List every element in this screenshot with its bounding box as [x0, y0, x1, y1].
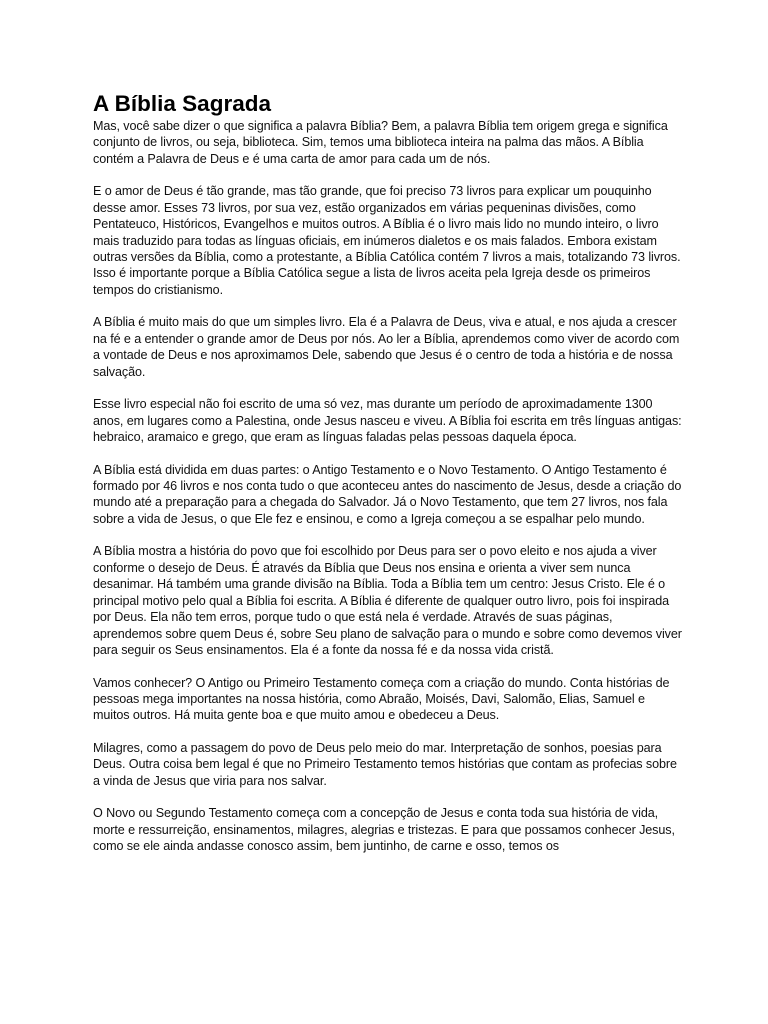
paragraph-4: Esse livro especial não foi escrito de uma só vez, mas durante um período de aproximadamente 1300 anos, em lugares como a Palestina, onde Jesus nasceu e viveu. A Bíblia foi escrita em três línguas antigas: hebraico, aramaico e grego, que eram as línguas faladas pelas pessoas daquela época.: [93, 397, 682, 445]
paragraph-6: A Bíblia mostra a história do povo que foi escolhido por Deus para ser o povo eleito e nos ajuda a viver conforme o desejo de Deus. É através da Bíblia que Deus nos ensina e orienta a viver sem nunca desanimar. Há também uma grande divisão na Bíblia. Toda a Bíblia tem um centro: Jesus Cristo. Ele é o principal motivo pelo qual a Bíblia foi escrita. A Bíblia é diferente de qualquer outro livro, pois foi inspirada por Deus. Ela não tem erros, porque tudo o que está nela é verdade. Através de suas páginas, aprendemos sobre quem Deus é, sobre Seu plano de salvação para o mundo e sobre como devemos viver para seguir os Seus ensinamentos. Ela é a fonte da nossa fé e da nossa vida cristã.: [93, 544, 682, 657]
document-title: A Bíblia Sagrada: [93, 91, 271, 116]
paragraph-1: Mas, você sabe dizer o que significa a palavra Bíblia? Bem, a palavra Bíblia tem origem grega e significa conjunto de livros, ou seja, biblioteca. Sim, temos uma biblioteca inteira na palma das mãos. A Bíblia contém a Palavra de Deus e é uma carta de amor para cada um de nós.: [93, 119, 668, 166]
paragraph-2: E o amor de Deus é tão grande, mas tão grande, que foi preciso 73 livros para explicar um pouquinho desse amor. Esses 73 livros, por sua vez, estão organizados em várias pequeninas divisões, como Pentateuco, Históricos, Evangelhos e muitos outros. A Bíblia é o livro mais lido no mundo inteiro, o livro mais traduzido para todas as línguas oficiais, em inúmeros dialetos e os mais falados. Embora existam outras versões da Bíblia, como a protestante, a Bíblia Católica contém 7 livros a mais, totalizando 73 livros. Isso é importante porque a Bíblia Católica segue a lista de livros aceita pela Igreja desde os primeiros tempos do cristianismo.: [93, 184, 681, 297]
paragraph-9: O Novo ou Segundo Testamento começa com a concepção de Jesus e conta toda sua história de vida, morte e ressurreição, ensinamentos, milagres, alegrias e tristezas. E para que possamos conhecer Jesus, como se ele ainda andasse conosco assim, bem juntinho, de carne e osso, temos os: [93, 806, 675, 854]
paragraph-3: A Bíblia é muito mais do que um simples livro. Ela é a Palavra de Deus, viva e atual, e nos ajuda a crescer na fé e a entender o grande amor de Deus por nós. Ao ler a Bíblia, aprendemos como viver de acordo com a vontade de Deus e nos aproximamos Dele, sabendo que Jesus é o centro de toda a história e de nossa salvação.: [93, 315, 680, 379]
paragraph-8: Milagres, como a passagem do povo de Deus pelo meio do mar. Interpretação de sonhos, poesias para Deus. Outra coisa bem legal é que no Primeiro Testamento temos histórias que contam as profecias sobre a vinda de Jesus que viria para nos salvar.: [93, 740, 677, 788]
paragraph-5: A Bíblia está dividida em duas partes: o Antigo Testamento e o Novo Testamento. O Antigo Testamento é formado por 46 livros e nos conta tudo o que aconteceu antes do nascimento de Jesus, desde a criação do mundo até a preparação para a chegada do Salvador. Já o Novo Testamento, que tem 27 livros, nos fala sobre a vida de Jesus, o que Ele fez e ensinou, e como a Igreja começou a se espalhar pelo mundo.: [93, 462, 682, 526]
paragraph-7: Vamos conhecer? O Antigo ou Primeiro Testamento começa com a criação do mundo. Conta histórias de pessoas mega importantes na nossa história, como Abraão, Moisés, Davi, Salomão, Elias, Samuel e muitos outros. Há muita gente boa e que muito amou e obedeceu a Deus.: [93, 675, 670, 723]
document-page: [93, 90, 683, 871]
